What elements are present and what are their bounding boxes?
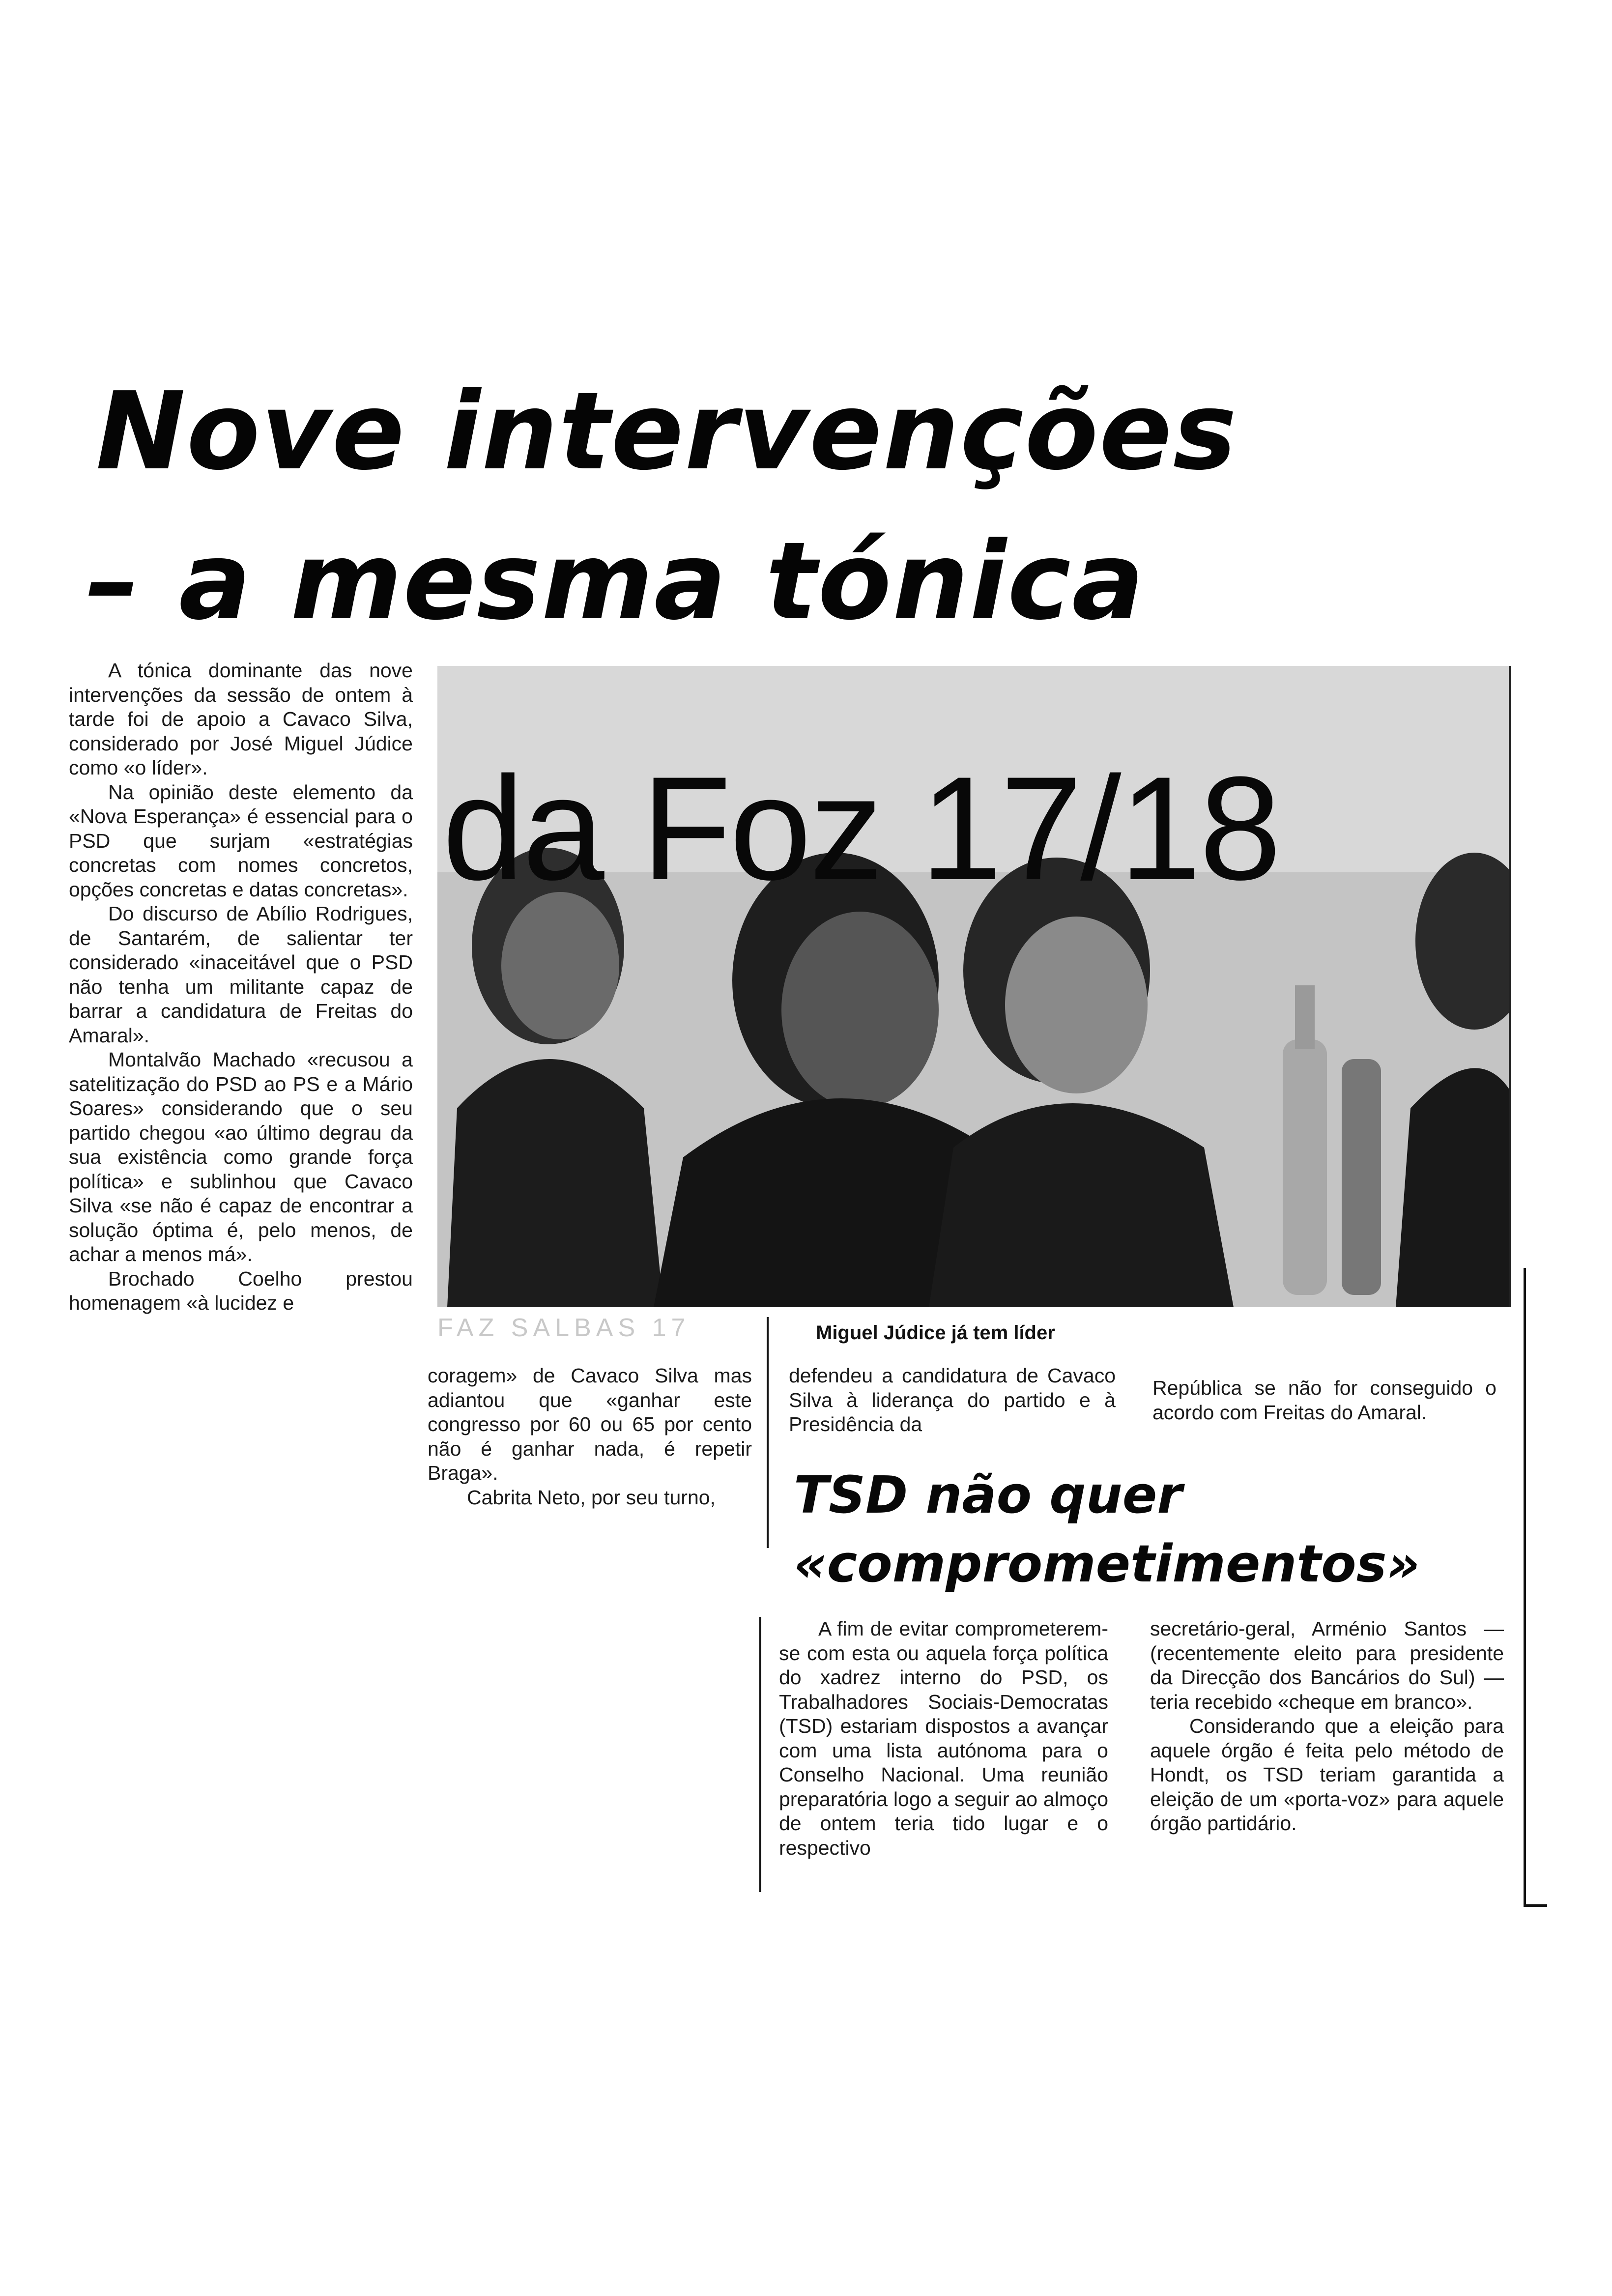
right-top-column-1: defendeu a candidatura de Cavaco Silva à liderança do partido e à Presidência da — [789, 1364, 1116, 1435]
middle-paragraph-2: Cabrita Neto, por seu turno, — [467, 1486, 716, 1509]
middle-column — [428, 1364, 752, 1546]
photo-caption: Miguel Júdice já tem líder — [816, 1322, 1055, 1344]
headline-line-1: Nove intervenções — [96, 370, 1238, 494]
left-paragraph-3: Do discurso de Abílio Rodrigues, de Santarém, de salientar ter considerado «inaceitável que o PSD não tenha um militante capaz de barrar a candidatura de Freitas do Amaral». — [69, 902, 413, 1047]
left-paragraph-1: A tónica dominante das nove intervenções da sessão de ontem à tarde foi de apoio a Cavaco Silva, considerado por José Miguel Júdice como «o líder». — [69, 659, 413, 779]
sub-article-title-line-1: TSD não quer — [794, 1465, 1182, 1525]
sub-article-paragraph-2: secretário-geral, Arménio Santos — (recentemente eleito para presidente da Direcção dos Bancários do Sul) — teria recebido «cheque em branco». — [1150, 1617, 1504, 1713]
right-top-column-2: República se não for conseguido o acordo com Freitas do Amaral. — [1152, 1377, 1497, 1424]
headline-line-2: – a mesma tónica — [86, 519, 1146, 644]
sub-article-paragraph-3: Considerando que a eleição para aquele órgão é feita pelo método de Hondt, os TSD teriam garantida a eleição de um «porta-voz» para aquele órgão partidário. — [1150, 1715, 1504, 1835]
sub-article-title-line-2: «comprometimentos» — [794, 1534, 1420, 1594]
sub-article-paragraph-1: A fim de evitar comprometerem-se com esta ou aquela força política do xadrez interno do PSD, os Trabalhadores Sociais-Democratas (TSD) estariam dispostos a avançar com uma lista autónoma para o Conselho Nacional. Uma reunião preparatória logo a seguir ao almoço de ontem teria tido lugar e o respectivo — [779, 1617, 1108, 1859]
photo-faded-label: FAZ SALBAS 17 — [437, 1314, 691, 1342]
column-rule-vertical-1 — [767, 1317, 769, 1548]
bottom-corner-rule — [1524, 1904, 1547, 1907]
left-paragraph-5: Brochado Coelho prestou homenagem «à lucidez e — [69, 1267, 413, 1314]
sub-article-column-2 — [1150, 1617, 1504, 1931]
left-paragraph-4: Montalvão Machado «recusou a satelitização do PSD ao PS e a Mário Soares» considerando que o seu partido chegou «ao último degrau da sua existência como grande força política» e sublinhou que Cavaco Silva «se não é capaz de encontrar a solução óptima é, pelo menos, de achar a menos má». — [69, 1048, 413, 1265]
right-edge-rule — [1524, 1268, 1526, 1907]
news-photo — [437, 666, 1511, 1307]
photo-backdrop-banner: da Foz 17/18 — [442, 746, 1280, 911]
sub-article-column-1 — [779, 1617, 1108, 1912]
column-rule-vertical-2 — [759, 1617, 761, 1892]
left-paragraph-2: Na opinião deste elemento da «Nova Esperança» é essencial para o PSD que surjam «estratégias concretas com nomes concretos, opções concretas e datas concretas». — [69, 780, 413, 901]
middle-paragraph-1: coragem» de Cavaco Silva mas adiantou que «ganhar este congresso por 60 ou 65 por cento não é ganhar nada, é repetir Braga». — [428, 1364, 752, 1484]
left-column — [69, 659, 413, 1514]
